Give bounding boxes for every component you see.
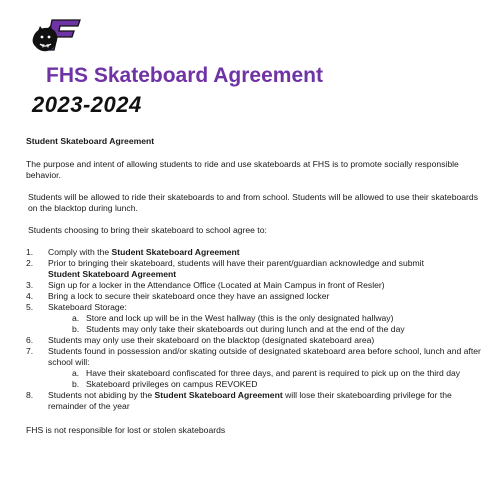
agree-intro: Students choosing to bring their skateboard to school agree to: bbox=[28, 225, 267, 235]
panther-f-logo-icon bbox=[30, 16, 82, 56]
sublist-item: b. Students may only take their skateboards out during lunch and at the end of the day bbox=[72, 324, 405, 334]
storage-sublist bbox=[48, 313, 484, 335]
page-title: FHS Skateboard Agreement bbox=[46, 64, 323, 87]
section-heading: Student Skateboard Agreement bbox=[26, 136, 155, 146]
sublist-item: a. Have their skateboard confiscated for three days, and parent is required to pick up on the third day bbox=[72, 368, 461, 378]
allowed-paragraph: Students will be allowed to ride their skateboards to and from school. Students will be allowed to use their skateboards on the blacktop during lunch. bbox=[28, 192, 478, 213]
disclaimer: FHS is not responsible for lost or stolen skateboards bbox=[26, 425, 226, 435]
list-item: 8. Students not abiding by the Student Skateboard Agreement will lose their skateboarding privilege for the remainder of the year bbox=[26, 390, 452, 411]
rules-list bbox=[26, 247, 484, 412]
list-item: 1. Comply with the Student Skateboard Agreement bbox=[26, 247, 240, 257]
list-item: 2. Prior to bringing their skateboard, students will have their parent/guardian acknowledge and submit Student Skateboard Agreement bbox=[26, 258, 424, 279]
school-year: 2023-2024 bbox=[32, 92, 142, 117]
agreement-body bbox=[26, 136, 484, 436]
violation-sublist bbox=[48, 368, 484, 390]
list-item: 7. Students found in possession and/or skating outside of designated skateboard area before school, lunch and after school will: a. Have their skateboard confiscated for three days, and parent is required to pick up on the third day b. Skateboard privileges on campus REVOKED bbox=[26, 346, 484, 390]
list-item: 4. Bring a lock to secure their skateboard once they have an assigned locker bbox=[26, 291, 330, 301]
intro-paragraph: The purpose and intent of allowing students to ride and use skateboards at FHS is to promote socially responsible behavior. bbox=[26, 159, 459, 180]
list-item: 6. Students may only use their skateboard on the blacktop (designated skateboard area) bbox=[26, 335, 375, 345]
sublist-item: a. Store and lock up will be in the West hallway (this is the only designated hallway) bbox=[72, 313, 394, 323]
list-item: 5. Skateboard Storage: a. Store and lock up will be in the West hallway (this is the only designated hallway) b. Students may only take their skateboards out during lunch and at the end of the day bbox=[26, 302, 484, 335]
sublist-item: b. Skateboard privileges on campus REVOKED bbox=[72, 379, 258, 389]
list-item: 3. Sign up for a locker in the Attendance Office (Located at Main Campus in front of Resler) bbox=[26, 280, 385, 290]
